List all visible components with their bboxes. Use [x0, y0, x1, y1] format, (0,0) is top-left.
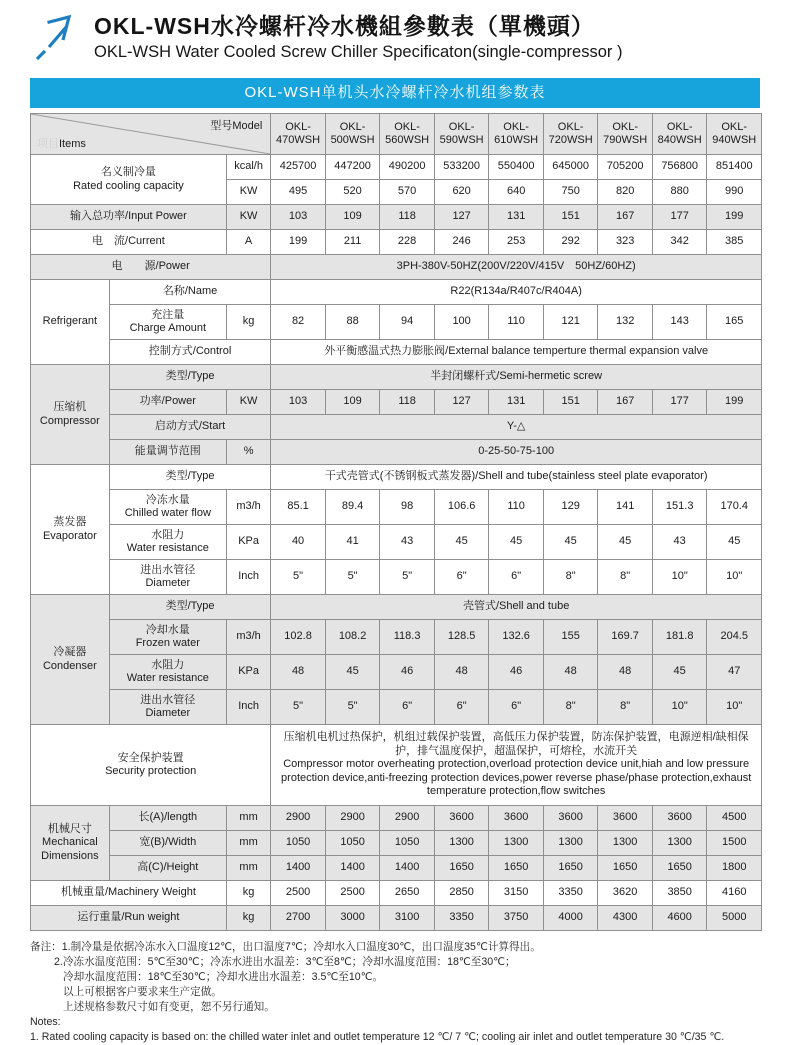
value-cell: 143	[652, 305, 707, 340]
value-cell: 10"	[707, 690, 762, 725]
span-value-cell: 半封闭螺杆式/Semi-hermetic screw	[271, 365, 762, 390]
row-label-cell: 进出水管径 Diameter	[109, 690, 226, 725]
table-banner-title: OKL-WSH单机头水冷螺杆冷水机组参数表	[30, 78, 760, 108]
value-cell: 106.6	[434, 490, 489, 525]
value-cell: 8"	[598, 560, 653, 595]
value-cell: 3150	[489, 881, 544, 906]
value-cell: 46	[489, 655, 544, 690]
value-cell: 1400	[271, 856, 326, 881]
unit-cell: KW	[226, 390, 270, 415]
value-cell: 40	[271, 525, 326, 560]
unit-cell: kcal/h	[226, 155, 270, 180]
value-cell: 1650	[652, 856, 707, 881]
unit-cell: m3/h	[226, 620, 270, 655]
value-cell: 181.8	[652, 620, 707, 655]
value-cell: 1300	[543, 831, 598, 856]
value-cell: 3600	[652, 806, 707, 831]
value-cell: 570	[380, 180, 435, 205]
value-cell: 3620	[598, 881, 653, 906]
unit-cell: kg	[226, 305, 270, 340]
span-value-cell: 3PH-380V-50HZ(200V/220V/415V 50HZ/60HZ)	[271, 255, 762, 280]
value-cell: 47	[707, 655, 762, 690]
value-cell: 102.8	[271, 620, 326, 655]
value-cell: 1050	[380, 831, 435, 856]
title-block	[94, 10, 622, 63]
value-cell: 100	[434, 305, 489, 340]
value-cell: 45	[434, 525, 489, 560]
items-label: 项目Items	[37, 137, 86, 150]
value-cell: 8"	[598, 690, 653, 725]
value-cell: 425700	[271, 155, 326, 180]
value-cell: 750	[543, 180, 598, 205]
value-cell: 94	[380, 305, 435, 340]
model-header-cell: OKL- 590WSH	[434, 114, 489, 155]
unit-cell: KPa	[226, 525, 270, 560]
value-cell: 5"	[271, 560, 326, 595]
value-cell: 3600	[598, 806, 653, 831]
value-cell: 98	[380, 490, 435, 525]
value-cell: 342	[652, 230, 707, 255]
value-cell: 3850	[652, 881, 707, 906]
unit-cell: kg	[226, 881, 270, 906]
row-label-cell: 机械重量/Machinery Weight	[31, 881, 227, 906]
value-cell: 3350	[543, 881, 598, 906]
value-cell: 141	[598, 490, 653, 525]
value-cell: 10"	[652, 690, 707, 725]
value-cell: 48	[598, 655, 653, 690]
row-label-cell: 运行重量/Run weight	[31, 906, 227, 931]
value-cell: 3600	[434, 806, 489, 831]
value-cell: 5"	[271, 690, 326, 725]
value-cell: 165	[707, 305, 762, 340]
unit-cell: Inch	[226, 690, 270, 725]
footnote-line: 1. Rated cooling capacity is based on: the chilled water inlet and outlet temperature 12 ℃/ 7 ℃; cooling air inlet and outlet temperature 30 ℃/35 ℃.	[30, 1031, 725, 1043]
value-cell: 103	[271, 205, 326, 230]
value-cell: 8"	[543, 690, 598, 725]
row-label-cell: 充注量 Charge Amount	[109, 305, 226, 340]
value-cell: 151.3	[652, 490, 707, 525]
value-cell: 1650	[489, 856, 544, 881]
value-cell: 131	[489, 205, 544, 230]
row-label-cell: 类型/Type	[109, 595, 271, 620]
value-cell: 851400	[707, 155, 762, 180]
unit-cell: mm	[226, 856, 270, 881]
value-cell: 1500	[707, 831, 762, 856]
value-cell: 5"	[380, 560, 435, 595]
value-cell: 129	[543, 490, 598, 525]
value-cell: 323	[598, 230, 653, 255]
footnotes	[30, 940, 770, 1045]
value-cell: 89.4	[325, 490, 380, 525]
unit-cell: KPa	[226, 655, 270, 690]
value-cell: 880	[652, 180, 707, 205]
value-cell: 118	[380, 390, 435, 415]
value-cell: 132.6	[489, 620, 544, 655]
footnote-line: 上述规格参数尺寸如有变更，恕不另行通知。	[63, 1001, 275, 1013]
row-label-cell: 启动方式/Start	[109, 415, 271, 440]
group-label-cell: Refrigerant	[31, 280, 110, 365]
value-cell: 1050	[325, 831, 380, 856]
value-cell: 3350	[434, 906, 489, 931]
value-cell: 4160	[707, 881, 762, 906]
value-cell: 447200	[325, 155, 380, 180]
value-cell: 1650	[434, 856, 489, 881]
row-label-cell: 输入总功率/Input Power	[31, 205, 227, 230]
span-value-cell: 壳管式/Shell and tube	[271, 595, 762, 620]
row-label-cell: 功率/Power	[109, 390, 226, 415]
value-cell: 6"	[489, 560, 544, 595]
value-cell: 292	[543, 230, 598, 255]
page-title-zh: OKL-WSH水冷螺杆冷水機組參數表（單機頭）	[94, 13, 595, 39]
value-cell: 85.1	[271, 490, 326, 525]
value-cell: 3000	[325, 906, 380, 931]
row-label-cell: 长(A)/length	[109, 806, 226, 831]
value-cell: 110	[489, 490, 544, 525]
value-cell: 640	[489, 180, 544, 205]
value-cell: 246	[434, 230, 489, 255]
value-cell: 43	[652, 525, 707, 560]
row-label-cell: 控制方式/Control	[109, 340, 271, 365]
span-value-cell: R22(R134a/R407c/R404A)	[271, 280, 762, 305]
value-cell: 1300	[434, 831, 489, 856]
value-cell: 128.5	[434, 620, 489, 655]
group-label-cell: 机械尺寸 Mechanical Dimensions	[31, 806, 110, 881]
value-cell: 990	[707, 180, 762, 205]
unit-cell: mm	[226, 831, 270, 856]
value-cell: 151	[543, 205, 598, 230]
value-cell: 127	[434, 205, 489, 230]
unit-cell: kg	[226, 906, 270, 931]
value-cell: 5"	[325, 560, 380, 595]
span-value-cell: 外平衡感温式热力膨胀阀/External balance temperture thermal expansion valve	[271, 340, 762, 365]
value-cell: 1300	[489, 831, 544, 856]
value-cell: 10"	[707, 560, 762, 595]
value-cell: 169.7	[598, 620, 653, 655]
value-cell: 1800	[707, 856, 762, 881]
value-cell: 118	[380, 205, 435, 230]
value-cell: 6"	[434, 560, 489, 595]
value-cell: 6"	[434, 690, 489, 725]
row-label-cell: 冷冻水量 Chilled water flow	[109, 490, 226, 525]
value-cell: 495	[271, 180, 326, 205]
value-cell: 3750	[489, 906, 544, 931]
value-cell: 110	[489, 305, 544, 340]
row-label-cell: 冷却水量 Frozen water	[109, 620, 226, 655]
value-cell: 3600	[489, 806, 544, 831]
value-cell: 10"	[652, 560, 707, 595]
row-label-cell: 名称/Name	[109, 280, 271, 305]
value-cell: 108.2	[325, 620, 380, 655]
value-cell: 520	[325, 180, 380, 205]
row-label-cell: 进出水管径 Diameter	[109, 560, 226, 595]
value-cell: 4300	[598, 906, 653, 931]
value-cell: 385	[707, 230, 762, 255]
group-label-cell: 冷凝器 Condenser	[31, 595, 110, 725]
value-cell: 2650	[380, 881, 435, 906]
value-cell: 155	[543, 620, 598, 655]
value-cell: 48	[271, 655, 326, 690]
row-label-cell: 宽(B)/Width	[109, 831, 226, 856]
value-cell: 820	[598, 180, 653, 205]
model-header-cell: OKL- 720WSH	[543, 114, 598, 155]
value-cell: 550400	[489, 155, 544, 180]
value-cell: 3100	[380, 906, 435, 931]
value-cell: 199	[271, 230, 326, 255]
value-cell: 48	[543, 655, 598, 690]
value-cell: 2700	[271, 906, 326, 931]
unit-cell: KW	[226, 180, 270, 205]
row-label-cell: 名义制冷量 Rated cooling capacity	[31, 155, 227, 205]
specification-table	[30, 113, 762, 931]
unit-cell: %	[226, 440, 270, 465]
value-cell: 4000	[543, 906, 598, 931]
value-cell: 177	[652, 390, 707, 415]
value-cell: 2500	[271, 881, 326, 906]
value-cell: 4600	[652, 906, 707, 931]
value-cell: 533200	[434, 155, 489, 180]
footnote-line: Notes:	[30, 1016, 61, 1028]
footnote-line: 冷却水温度范围：18℃至30℃；冷却水进出水温差：3.5℃至10℃。	[63, 971, 384, 983]
value-cell: 177	[652, 205, 707, 230]
model-label: 型号Model	[210, 120, 263, 132]
span-value-cell: 0-25-50-75-100	[271, 440, 762, 465]
row-label-cell: 安全保护装置 Security protection	[31, 725, 271, 806]
value-cell: 199	[707, 390, 762, 415]
value-cell: 5"	[325, 690, 380, 725]
value-cell: 756800	[652, 155, 707, 180]
span-value-cell: 压缩机电机过热保护，机组过载保护装置，高低压力保护装置，防冻保护装置，电源逆相/缺相保护，排气温度保护，超温保护，可熔栓，水流开关 Compressor motor overheating protection,overload protection device unit,hiah and low pressure protection device,anti-freezing protection devices,power reverse phase/phase protection,exhaust temperature protection,flow switches	[271, 725, 762, 806]
value-cell: 167	[598, 390, 653, 415]
unit-cell: KW	[226, 205, 270, 230]
value-cell: 1300	[652, 831, 707, 856]
value-cell: 5000	[707, 906, 762, 931]
value-cell: 1650	[543, 856, 598, 881]
value-cell: 41	[325, 525, 380, 560]
span-value-cell: 干式壳管式(不锈钢板式蒸发器)/Shell and tube(stainless steel plate evaporator)	[271, 465, 762, 490]
value-cell: 45	[652, 655, 707, 690]
value-cell: 253	[489, 230, 544, 255]
value-cell: 1400	[325, 856, 380, 881]
value-cell: 645000	[543, 155, 598, 180]
value-cell: 45	[325, 655, 380, 690]
value-cell: 4500	[707, 806, 762, 831]
footnote-line: 备注：1.制冷量是依据冷冻水入口温度12℃，出口温度7℃；冷却水入口温度30℃，出口温度35℃计算得出。	[30, 941, 541, 953]
row-label-cell: 电 流/Current	[31, 230, 227, 255]
value-cell: 88	[325, 305, 380, 340]
value-cell: 199	[707, 205, 762, 230]
value-cell: 170.4	[707, 490, 762, 525]
value-cell: 6"	[489, 690, 544, 725]
footnote-line: 以上可根据客户要求来生产定做。	[63, 986, 222, 998]
value-cell: 8"	[543, 560, 598, 595]
unit-cell: Inch	[226, 560, 270, 595]
value-cell: 167	[598, 205, 653, 230]
value-cell: 43	[380, 525, 435, 560]
row-label-cell: 类型/Type	[109, 365, 271, 390]
value-cell: 2900	[271, 806, 326, 831]
row-label-cell: 水阻力 Water resistance	[109, 525, 226, 560]
value-cell: 103	[271, 390, 326, 415]
value-cell: 204.5	[707, 620, 762, 655]
value-cell: 1650	[598, 856, 653, 881]
value-cell: 2900	[380, 806, 435, 831]
row-label-cell: 电 源/Power	[31, 255, 271, 280]
items-model-corner-cell	[31, 114, 271, 155]
value-cell: 118.3	[380, 620, 435, 655]
model-header-cell: OKL- 790WSH	[598, 114, 653, 155]
value-cell: 2500	[325, 881, 380, 906]
value-cell: 127	[434, 390, 489, 415]
value-cell: 211	[325, 230, 380, 255]
model-header-cell: OKL- 470WSH	[271, 114, 326, 155]
value-cell: 2900	[325, 806, 380, 831]
group-label-cell: 压缩机 Compressor	[31, 365, 110, 465]
value-cell: 1050	[271, 831, 326, 856]
group-label-cell: 蒸发器 Evaporator	[31, 465, 110, 595]
value-cell: 6"	[380, 690, 435, 725]
page-title-en: OKL-WSH Water Cooled Screw Chiller Specificaton(single-compressor )	[94, 42, 623, 61]
page-header	[0, 0, 790, 64]
value-cell: 45	[543, 525, 598, 560]
row-label-cell: 高(C)/Height	[109, 856, 226, 881]
value-cell: 109	[325, 205, 380, 230]
value-cell: 45	[598, 525, 653, 560]
row-label-cell: 能量调节范围	[109, 440, 226, 465]
value-cell: 2850	[434, 881, 489, 906]
model-header-cell: OKL- 940WSH	[707, 114, 762, 155]
value-cell: 1300	[598, 831, 653, 856]
value-cell: 1400	[380, 856, 435, 881]
value-cell: 131	[489, 390, 544, 415]
value-cell: 705200	[598, 155, 653, 180]
unit-cell: mm	[226, 806, 270, 831]
span-value-cell: Y-△	[271, 415, 762, 440]
value-cell: 45	[707, 525, 762, 560]
model-header-cell: OKL- 560WSH	[380, 114, 435, 155]
row-label-cell: 类型/Type	[109, 465, 271, 490]
value-cell: 109	[325, 390, 380, 415]
value-cell: 48	[434, 655, 489, 690]
value-cell: 82	[271, 305, 326, 340]
value-cell: 490200	[380, 155, 435, 180]
row-label-cell: 水阻力 Water resistance	[109, 655, 226, 690]
unit-cell: A	[226, 230, 270, 255]
model-header-cell: OKL- 610WSH	[489, 114, 544, 155]
value-cell: 132	[598, 305, 653, 340]
footnote-line: 2.冷冻水温度范围：5℃至30℃；冷冻水进出水温差：3℃至8℃；冷却水温度范围：18℃至30℃；	[54, 956, 516, 968]
value-cell: 620	[434, 180, 489, 205]
value-cell: 121	[543, 305, 598, 340]
value-cell: 45	[489, 525, 544, 560]
unit-cell: m3/h	[226, 490, 270, 525]
brand-arrow-icon	[34, 10, 80, 64]
model-header-cell: OKL- 500WSH	[325, 114, 380, 155]
value-cell: 151	[543, 390, 598, 415]
value-cell: 228	[380, 230, 435, 255]
value-cell: 3600	[543, 806, 598, 831]
value-cell: 46	[380, 655, 435, 690]
model-header-cell: OKL- 840WSH	[652, 114, 707, 155]
